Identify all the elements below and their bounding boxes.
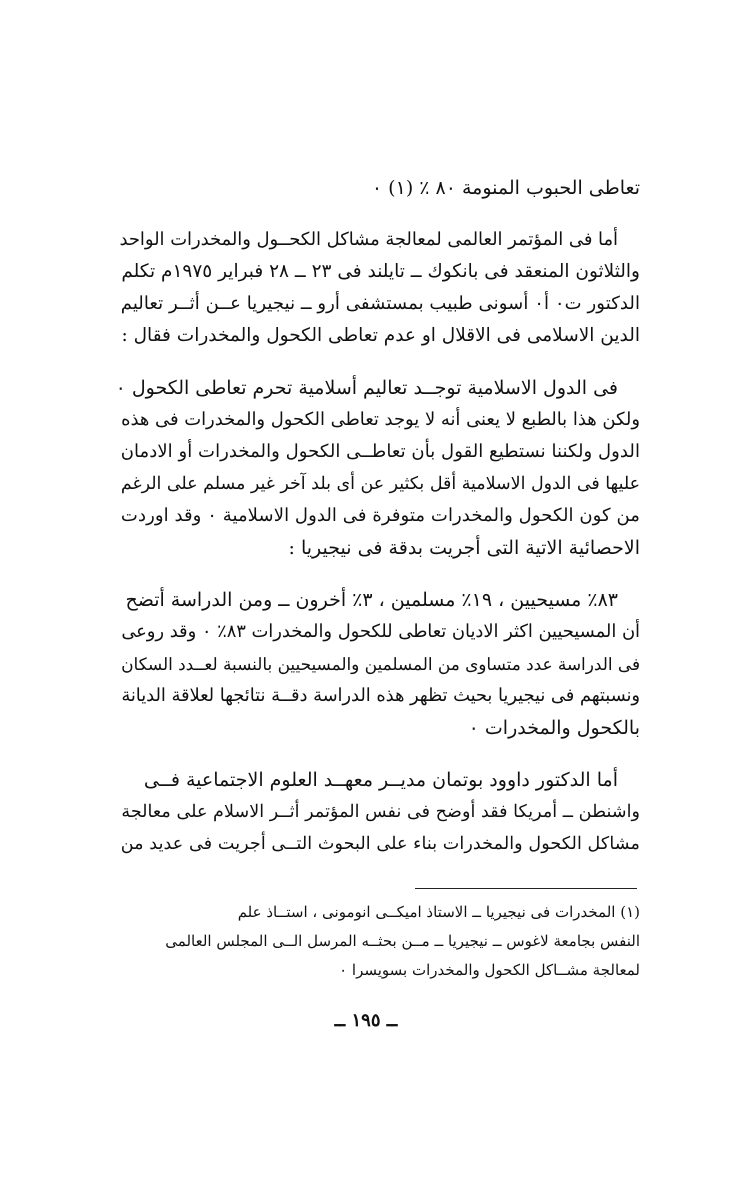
paragraph-conference <box>110 224 640 352</box>
page-number: ــ ١٩٥ ــ <box>334 1010 398 1031</box>
text-line: مشاكل الكحول والمخدرات بناء على البحوث التــى أجريت فى عديد من <box>120 834 640 854</box>
text-line: بالكحول والمخدرات ٠ <box>468 717 640 739</box>
text-line: واشنطن ــ أمريكا فقد أوضح فى نفس المؤتمر أثــر الاسلام على معالجة <box>121 802 640 822</box>
text-line: الدكتور ت٠ أ٠ أسونى طبيب بمستشفى أرو ــ نيجيريا عــن أثــر تعاليم <box>120 293 640 314</box>
paragraph-quote <box>110 372 640 564</box>
footnote-line: لمعالجة مشــاكل الكحول والمخدرات بسويسرا ٠ <box>339 961 640 979</box>
text-line: والثلاثون المنعقد فى بانكوك ــ تايلند فى ٢٣ ــ ٢٨ فبراير ١٩٧٥م تكلم <box>121 261 640 282</box>
footnote <box>108 898 640 985</box>
text-line: الدين الاسلامى فى الاقلال او عدم تعاطى الكحول والمخدرات فقال : <box>121 325 640 346</box>
footnote-line: النفس بجامعة لاغوس ــ نيجيريا ــ مــن بحثــه المرسل الــى المجلس العالمى <box>165 932 640 950</box>
footnote-divider <box>415 888 637 889</box>
text-line: عليها فى الدول الاسلامية أقل بكثير عن أى بلد آخر غير مسلم على الرغم <box>120 474 640 494</box>
footnote-line: (١) المخدرات فى نيجيريا ــ الاستاذ اميكــى انومونى ، استــاذ علم <box>237 903 640 921</box>
text-line: أما الدكتور داوود بوتمان مديــر معهــد العلوم الاجتماعية فــى <box>143 769 618 791</box>
text-line: من كون الكحول والمخدرات متوفرة فى الدول الاسلامية ٠ وقد اوردت <box>120 505 640 526</box>
text-line: ونسبتهم فى نيجيريا بحيث تظهر هذه الدراسة دقــة نتائجها لعلاقة الديانة <box>121 685 640 706</box>
text-line: أن المسيحيين اكثر الاديان تعاطى للكحول والمخدرات ٨٣٪ ٠ وقد روعى <box>121 621 640 642</box>
paragraph-statistics <box>110 584 640 744</box>
text-line: الدول ولكننا نستطيع القول بأن تعاطــى الكحول والمخدرات أو الادمان <box>120 441 640 462</box>
text-line: ٨٣٪ مسيحيين ، ١٩٪ مسلمين ، ٣٪ أخرون ــ ومن الدراسة أتضح <box>125 589 618 611</box>
text-line: الاحصائية الاتية التى أجريت بدقة فى نيجيريا : <box>288 537 640 559</box>
text-line: ولكن هذا بالطبع لا يعنى أنه لا يوجد تعاطى الكحول والمخدرات فى هذه <box>121 409 640 430</box>
text-line: فى الدول الاسلامية توجــد تعاليم أسلامية تحرم تعاطى الكحول ٠ <box>115 377 618 399</box>
paragraph-butman <box>110 764 640 860</box>
text-line: تعاطى الحبوب المنومة ٨٠ ٪ (١) ٠ <box>371 177 640 199</box>
paragraph-continuation <box>110 172 640 204</box>
text-line: أما فى المؤتمر العالمى لمعالجة مشاكل الكحــول والمخدرات الواحد <box>119 229 618 250</box>
text-line: فى الدراسة عدد متساوى من المسلمين والمسيحيين بالنسبة لعــدد السكان <box>121 654 640 674</box>
page-body <box>110 170 640 860</box>
